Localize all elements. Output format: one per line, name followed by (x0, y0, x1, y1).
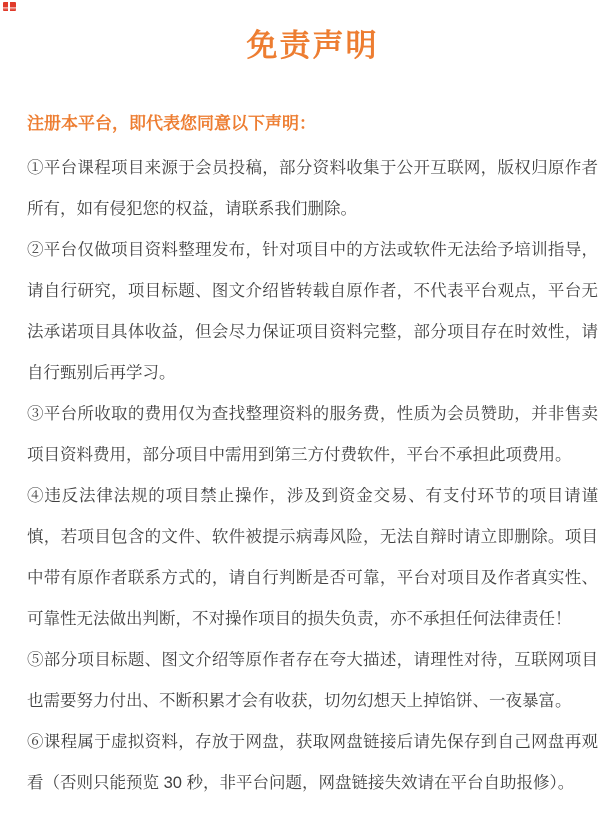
page-title: 免责声明 (246, 28, 379, 63)
disclaimer-item-4: ④违反法律法规的项目禁止操作，涉及到资金交易、有支付环节的项目请谨慎，若项目包含的文件、软件被提示病毒风险，无法自辩时请立即删除。项目中带有原作者联系方式的，请自行判断是否可靠，平台对项目及作者真实性、可靠性无法做出判断，不对操作项目的损失负责，亦不承担任何法律责任！ (27, 487, 598, 628)
disclaimer-item-2: ②平台仅做项目资料整理发布，针对项目中的方法或软件无法给予培训指导，请自行研究，项目标题、图文介绍皆转载自原作者，不代表平台观点，平台无法承诺项目具体收益，但会尽力保证项目资料完整，部分项目存在时效性，请自行甄别后再学习。 (27, 241, 598, 382)
disclaimer-item-5: ⑤部分项目标题、图文介绍等原作者存在夸大描述，请理性对待，互联网项目也需要努力付出、不断积累才会有收获，切勿幻想天上掉馅饼、一夜暴富。 (27, 651, 598, 710)
disclaimer-item-1: ①平台课程项目来源于会员投稿，部分资料收集于公开互联网，版权归原作者所有，如有侵犯您的权益，请联系我们删除。 (27, 159, 598, 218)
disclaimer-body (27, 148, 598, 804)
intro-statement: 注册本平台，即代表您同意以下声明： (27, 114, 316, 133)
disclaimer-item-3: ③平台所收取的费用仅为查找整理资料的服务费，性质为会员赞助，并非售卖项目资料费用，部分项目中需用到第三方付费软件，平台不承担此项费用。 (27, 405, 598, 464)
disclaimer-item-6: ⑥课程属于虚拟资料，存放于网盘，获取网盘链接后请先保存到自己网盘再观看（否则只能预览 30 秒，非平台问题，网盘链接失效请在平台自助报修）。 (27, 733, 598, 792)
red-stamp-icon (3, 2, 16, 11)
